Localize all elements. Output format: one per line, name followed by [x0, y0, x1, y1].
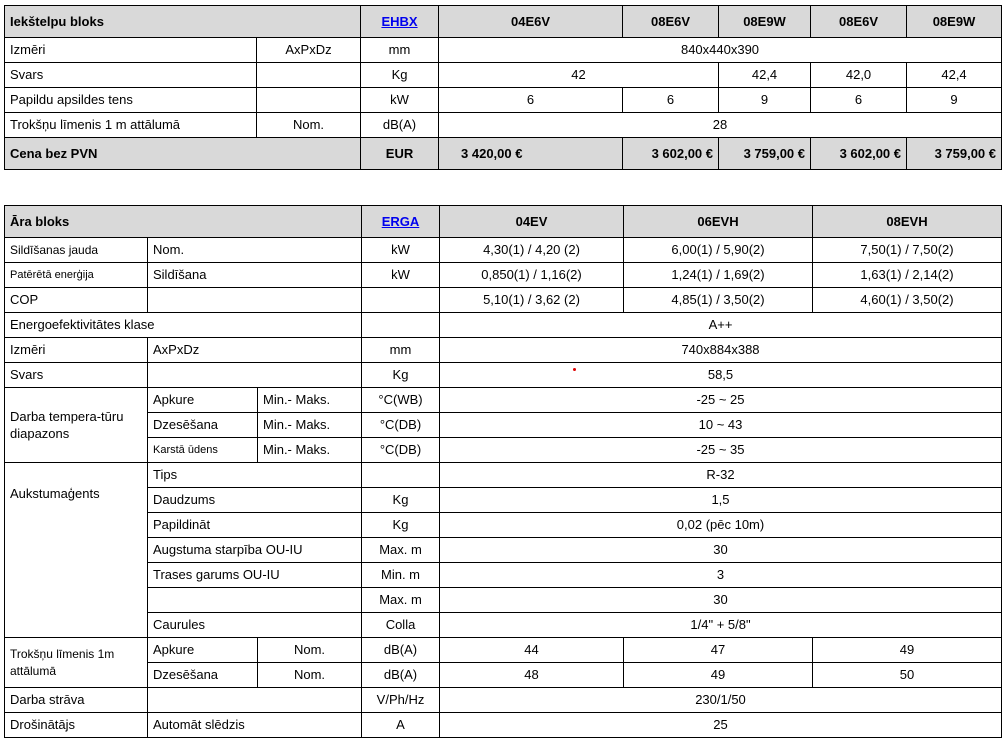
- power-input-row: [5, 263, 1002, 288]
- row-value: 58,5: [440, 363, 1002, 388]
- row-value: 4,60(1) / 3,50(2): [813, 288, 1002, 313]
- row-value: 3: [440, 563, 1002, 588]
- row-value: 0,850(1) / 1,16(2): [440, 263, 624, 288]
- outdoor-header-row: [5, 206, 1002, 238]
- row-value: A++: [440, 313, 1002, 338]
- row-sublabel: Nom.: [257, 113, 361, 138]
- cursor-dot: [573, 368, 576, 371]
- row-unit: [362, 313, 440, 338]
- price-unit: EUR: [361, 138, 439, 170]
- row-value: 49: [813, 638, 1002, 663]
- refrigerant-row: [5, 588, 1002, 613]
- row-value: 840x440x390: [439, 38, 1002, 63]
- row-unit: Max. m: [362, 588, 440, 613]
- row-value: 6: [811, 88, 907, 113]
- indoor-unit-table: [4, 5, 1002, 170]
- refrigerant-row: [5, 538, 1002, 563]
- row-value: 1,63(1) / 2,14(2): [813, 263, 1002, 288]
- price-label: Cena bez PVN: [5, 138, 361, 170]
- temp-minmax: Min.- Maks.: [258, 438, 362, 463]
- temp-mode: Apkure: [148, 388, 258, 413]
- row-unit: [362, 288, 440, 313]
- outdoor-unit-table: [4, 205, 1002, 738]
- outdoor-model-2: 06EVH: [624, 206, 813, 238]
- noise-mode: Dzesēšana: [148, 663, 258, 688]
- temp-range-row: [5, 438, 1002, 463]
- temp-minmax: Min.- Maks.: [258, 413, 362, 438]
- row-value: 4,30(1) / 4,20 (2): [440, 238, 624, 263]
- row-unit: °C(DB): [362, 438, 440, 463]
- row-value: 740x884x388: [440, 338, 1002, 363]
- row-sublabel: Nom.: [148, 238, 362, 263]
- row-label: Papildu apsildes tens: [5, 88, 257, 113]
- row-label: Izmēri: [5, 338, 148, 363]
- outdoor-noise-label: Trokšņu līmenis 1m attālumā: [5, 638, 148, 688]
- indoor-model-3: 08E9W: [719, 6, 811, 38]
- erga-link[interactable]: ERGA: [381, 213, 420, 229]
- outdoor-noise-row: [5, 638, 1002, 663]
- row-sublabel: AxPxDz: [257, 38, 361, 63]
- fuse-row: [5, 713, 1002, 738]
- price-value: 3 759,00 €: [719, 138, 811, 170]
- row-unit: kW: [362, 238, 440, 263]
- row-unit: °C(WB): [362, 388, 440, 413]
- row-value: 42,4: [719, 63, 811, 88]
- indoor-model-1: 04E6V: [439, 6, 623, 38]
- indoor-title: Iekštelpu bloks: [5, 6, 361, 38]
- price-value: 3 602,00 €: [811, 138, 907, 170]
- refrigerant-row: [5, 463, 1002, 488]
- row-unit: dB(A): [362, 638, 440, 663]
- row-value: 28: [439, 113, 1002, 138]
- refrigerant-item: Caurules: [148, 613, 362, 638]
- row-label: Svars: [5, 363, 148, 388]
- noise-mode: Apkure: [148, 638, 258, 663]
- row-sublabel: Nom.: [258, 663, 362, 688]
- refrigerant-item: Trases garums OU-IU: [148, 563, 362, 588]
- temp-range-label: Darba tempera-tūru diapazons: [5, 388, 148, 463]
- refrigerant-item: Tips: [148, 463, 362, 488]
- indoor-series-link-cell: [361, 6, 439, 38]
- outdoor-noise-row: [5, 663, 1002, 688]
- row-value: 1/4" + 5/8": [440, 613, 1002, 638]
- temp-mode: Karstā ūdens: [148, 438, 258, 463]
- refrigerant-row: [5, 513, 1002, 538]
- outdoor-series-link-cell: [362, 206, 440, 238]
- heating-capacity-row: [5, 238, 1002, 263]
- price-value: 3 759,00 €: [907, 138, 1002, 170]
- row-value: 7,50(1) / 7,50(2): [813, 238, 1002, 263]
- refrigerant-item: Augstuma starpība OU-IU: [148, 538, 362, 563]
- energy-class-row: [5, 313, 1002, 338]
- row-value: 42: [439, 63, 719, 88]
- row-value: 6,00(1) / 5,90(2): [624, 238, 813, 263]
- temp-mode: Dzesēšana: [148, 413, 258, 438]
- row-label: Sildīšanas jauda: [5, 238, 148, 263]
- row-sublabel: [257, 88, 361, 113]
- row-value: 5,10(1) / 3,62 (2): [440, 288, 624, 313]
- refrigerant-row: [5, 488, 1002, 513]
- row-label: Svars: [5, 63, 257, 88]
- indoor-weight-row: [5, 63, 1002, 88]
- row-unit: mm: [361, 38, 439, 63]
- row-value: 49: [624, 663, 813, 688]
- row-label: COP: [5, 288, 148, 313]
- row-unit: Kg: [362, 488, 440, 513]
- row-sublabel: AxPxDz: [148, 338, 362, 363]
- row-unit: kW: [361, 88, 439, 113]
- row-unit: A: [362, 713, 440, 738]
- row-unit: Kg: [362, 363, 440, 388]
- ehbx-link[interactable]: EHBX: [381, 13, 418, 29]
- outdoor-title: Āra bloks: [5, 206, 362, 238]
- row-sublabel: [148, 688, 362, 713]
- row-label: Darba strāva: [5, 688, 148, 713]
- refrigerant-item: [148, 588, 362, 613]
- row-value: 6: [439, 88, 623, 113]
- outdoor-model-1: 04EV: [440, 206, 624, 238]
- row-value: 42,0: [811, 63, 907, 88]
- refrigerant-item: Daudzums: [148, 488, 362, 513]
- row-label: Energoefektivitātes klase: [5, 313, 362, 338]
- row-value: -25 ~ 25: [440, 388, 1002, 413]
- row-unit: Colla: [362, 613, 440, 638]
- row-value: 48: [440, 663, 624, 688]
- row-value: 0,02 (pēc 10m): [440, 513, 1002, 538]
- row-sublabel: [148, 288, 362, 313]
- current-row: [5, 688, 1002, 713]
- row-value: 47: [624, 638, 813, 663]
- indoor-header-row: [5, 6, 1002, 38]
- row-unit: Kg: [361, 63, 439, 88]
- refrigerant-row: [5, 563, 1002, 588]
- row-label: Patērētā enerģija: [5, 263, 148, 288]
- row-value: 44: [440, 638, 624, 663]
- temp-minmax: Min.- Maks.: [258, 388, 362, 413]
- row-value: 6: [623, 88, 719, 113]
- row-value: 25: [440, 713, 1002, 738]
- row-sublabel: [257, 63, 361, 88]
- row-label: Izmēri: [5, 38, 257, 63]
- cop-row: [5, 288, 1002, 313]
- price-value: 3 420,00 €: [439, 138, 623, 170]
- row-unit: [362, 463, 440, 488]
- indoor-model-5: 08E9W: [907, 6, 1002, 38]
- row-unit: Min. m: [362, 563, 440, 588]
- outdoor-weight-row: [5, 363, 1002, 388]
- outdoor-model-3: 08EVH: [813, 206, 1002, 238]
- refrigerant-item: Papildināt: [148, 513, 362, 538]
- row-value: 9: [907, 88, 1002, 113]
- row-value: 4,85(1) / 3,50(2): [624, 288, 813, 313]
- row-unit: kW: [362, 263, 440, 288]
- refrigerant-label: Aukstumaģents: [5, 463, 148, 638]
- row-label: Trokšņu līmenis 1 m attālumā: [5, 113, 257, 138]
- row-value: 30: [440, 588, 1002, 613]
- row-sublabel: Nom.: [258, 638, 362, 663]
- row-value: 42,4: [907, 63, 1002, 88]
- row-sublabel: [148, 363, 362, 388]
- row-value: R-32: [440, 463, 1002, 488]
- price-value: 3 602,00 €: [623, 138, 719, 170]
- row-sublabel: Sildīšana: [148, 263, 362, 288]
- temp-range-row: [5, 413, 1002, 438]
- indoor-model-2: 08E6V: [623, 6, 719, 38]
- row-unit: °C(DB): [362, 413, 440, 438]
- row-value: 30: [440, 538, 1002, 563]
- row-sublabel: Automāt slēdzis: [148, 713, 362, 738]
- row-value: 10 ~ 43: [440, 413, 1002, 438]
- row-unit: dB(A): [361, 113, 439, 138]
- row-value: 9: [719, 88, 811, 113]
- indoor-model-4: 08E6V: [811, 6, 907, 38]
- temp-range-row: [5, 388, 1002, 413]
- row-label: Drošinātājs: [5, 713, 148, 738]
- row-unit: V/Ph/Hz: [362, 688, 440, 713]
- indoor-noise-row: [5, 113, 1002, 138]
- row-value: -25 ~ 35: [440, 438, 1002, 463]
- row-unit: Kg: [362, 513, 440, 538]
- row-value: 50: [813, 663, 1002, 688]
- outdoor-dims-row: [5, 338, 1002, 363]
- indoor-heater-row: [5, 88, 1002, 113]
- indoor-dims-row: [5, 38, 1002, 63]
- indoor-price-row: [5, 138, 1002, 170]
- row-value: 1,5: [440, 488, 1002, 513]
- row-value: 1,24(1) / 1,69(2): [624, 263, 813, 288]
- row-unit: mm: [362, 338, 440, 363]
- row-unit: Max. m: [362, 538, 440, 563]
- row-value: 230/1/50: [440, 688, 1002, 713]
- row-unit: dB(A): [362, 663, 440, 688]
- refrigerant-row: [5, 613, 1002, 638]
